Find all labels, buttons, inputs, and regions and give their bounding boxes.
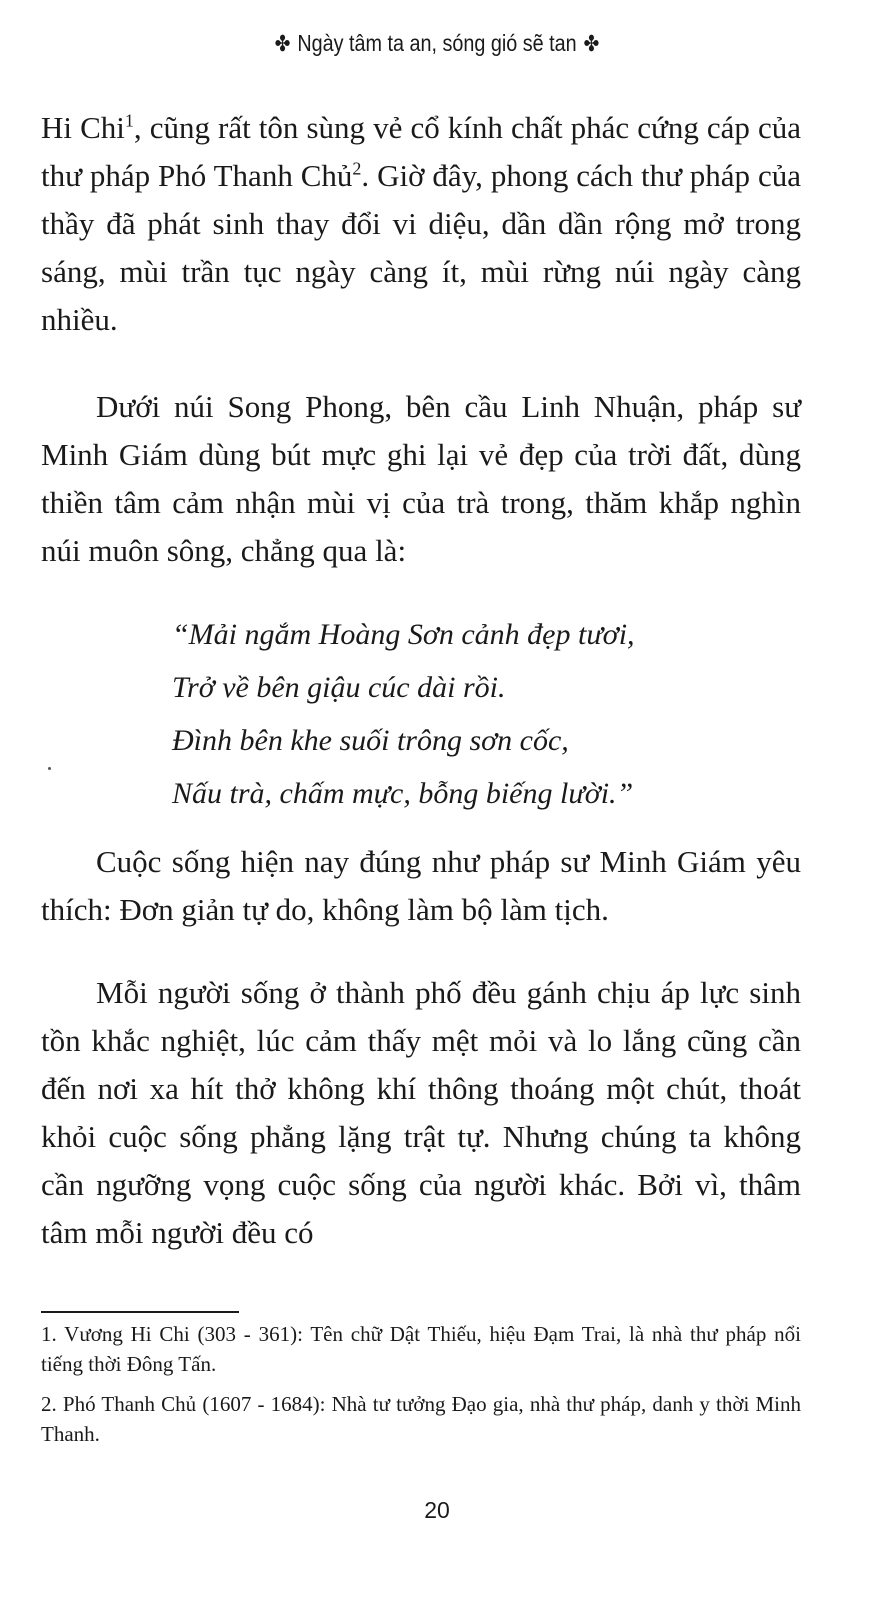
footnote-ref-2: 2 [352, 158, 362, 179]
paragraph-1 [41, 104, 801, 344]
paragraph-3: Cuộc sống hiện nay đúng như pháp sư Minh Giám yêu thích: Đơn giản tự do, không làm bộ làm tịch. [41, 844, 801, 927]
poem-line: “Mải ngắm Hoàng Sơn cảnh đẹp tươi, [172, 618, 635, 651]
poem-line: Trở về bên giậu cúc dài rồi. [172, 671, 506, 704]
page-number: 20 [424, 1497, 450, 1523]
paragraph-2: Dưới núi Song Phong, bên cầu Linh Nhuận, pháp sư Minh Giám dùng bút mực ghi lại vẻ đẹp của trời đất, dùng thiền tâm cảm nhận mùi vị của trà trong, thăm khắp nghìn núi muôn sông, chẳng qua là: [41, 389, 801, 568]
footnote-2: 2. Phó Thanh Chủ (1607 - 1684): Nhà tư tưởng Đạo gia, nhà thư pháp, danh y thời Minh Thanh. [41, 1392, 801, 1446]
paragraph-1-end: . Giờ đây, phong cách thư pháp của thầy đã phát sinh thay đổi vi diệu, dần dần rộng mở trong sáng, mùi trần tục ngày càng ít, mùi rừng núi ngày càng nhiều. [41, 158, 801, 337]
leaf-ornament-left-icon: ✤ [274, 31, 291, 56]
poem-line: Đình bên khe suối trông sơn cốc, [172, 724, 569, 757]
footnote-ref-1: 1 [124, 110, 134, 131]
poem-line: Nấu trà, chấm mực, bỗng biếng lười.” [172, 777, 634, 810]
paragraph-1-start: Hi Chi [41, 110, 125, 145]
paragraph-1-mid: , cũng rất tôn sùng vẻ cổ kính chất phác cứng cáp của thư pháp Phó Thanh Chủ [41, 110, 802, 193]
paragraph-4: Mỗi người sống ở thành phố đều gánh chịu áp lực sinh tồn khắc nghiệt, lúc cảm thấy mệt mỏi và lo lắng cũng cần đến nơi xa hít thở không khí thông thoáng một chút, thoát khỏi cuộc sống phẳng lặng trật tự. Nhưng chúng ta không cần ngưỡng vọng cuộc sống của người khác. Bởi vì, thâm tâm mỗi người đều có [41, 975, 801, 1250]
print-speck [48, 767, 51, 770]
running-header [61, 30, 813, 57]
footnotes [41, 1319, 801, 1459]
footnote-1: 1. Vương Hi Chi (303 - 361): Tên chữ Dật Thiếu, hiệu Đạm Trai, là nhà thư pháp nổi tiếng thời Đông Tấn. [41, 1322, 801, 1376]
header-title: Ngày tâm ta an, sóng gió sẽ tan [297, 30, 577, 56]
poem [172, 608, 812, 820]
footnote-divider [41, 1311, 239, 1313]
leaf-ornament-right-icon: ✤ [583, 31, 600, 56]
